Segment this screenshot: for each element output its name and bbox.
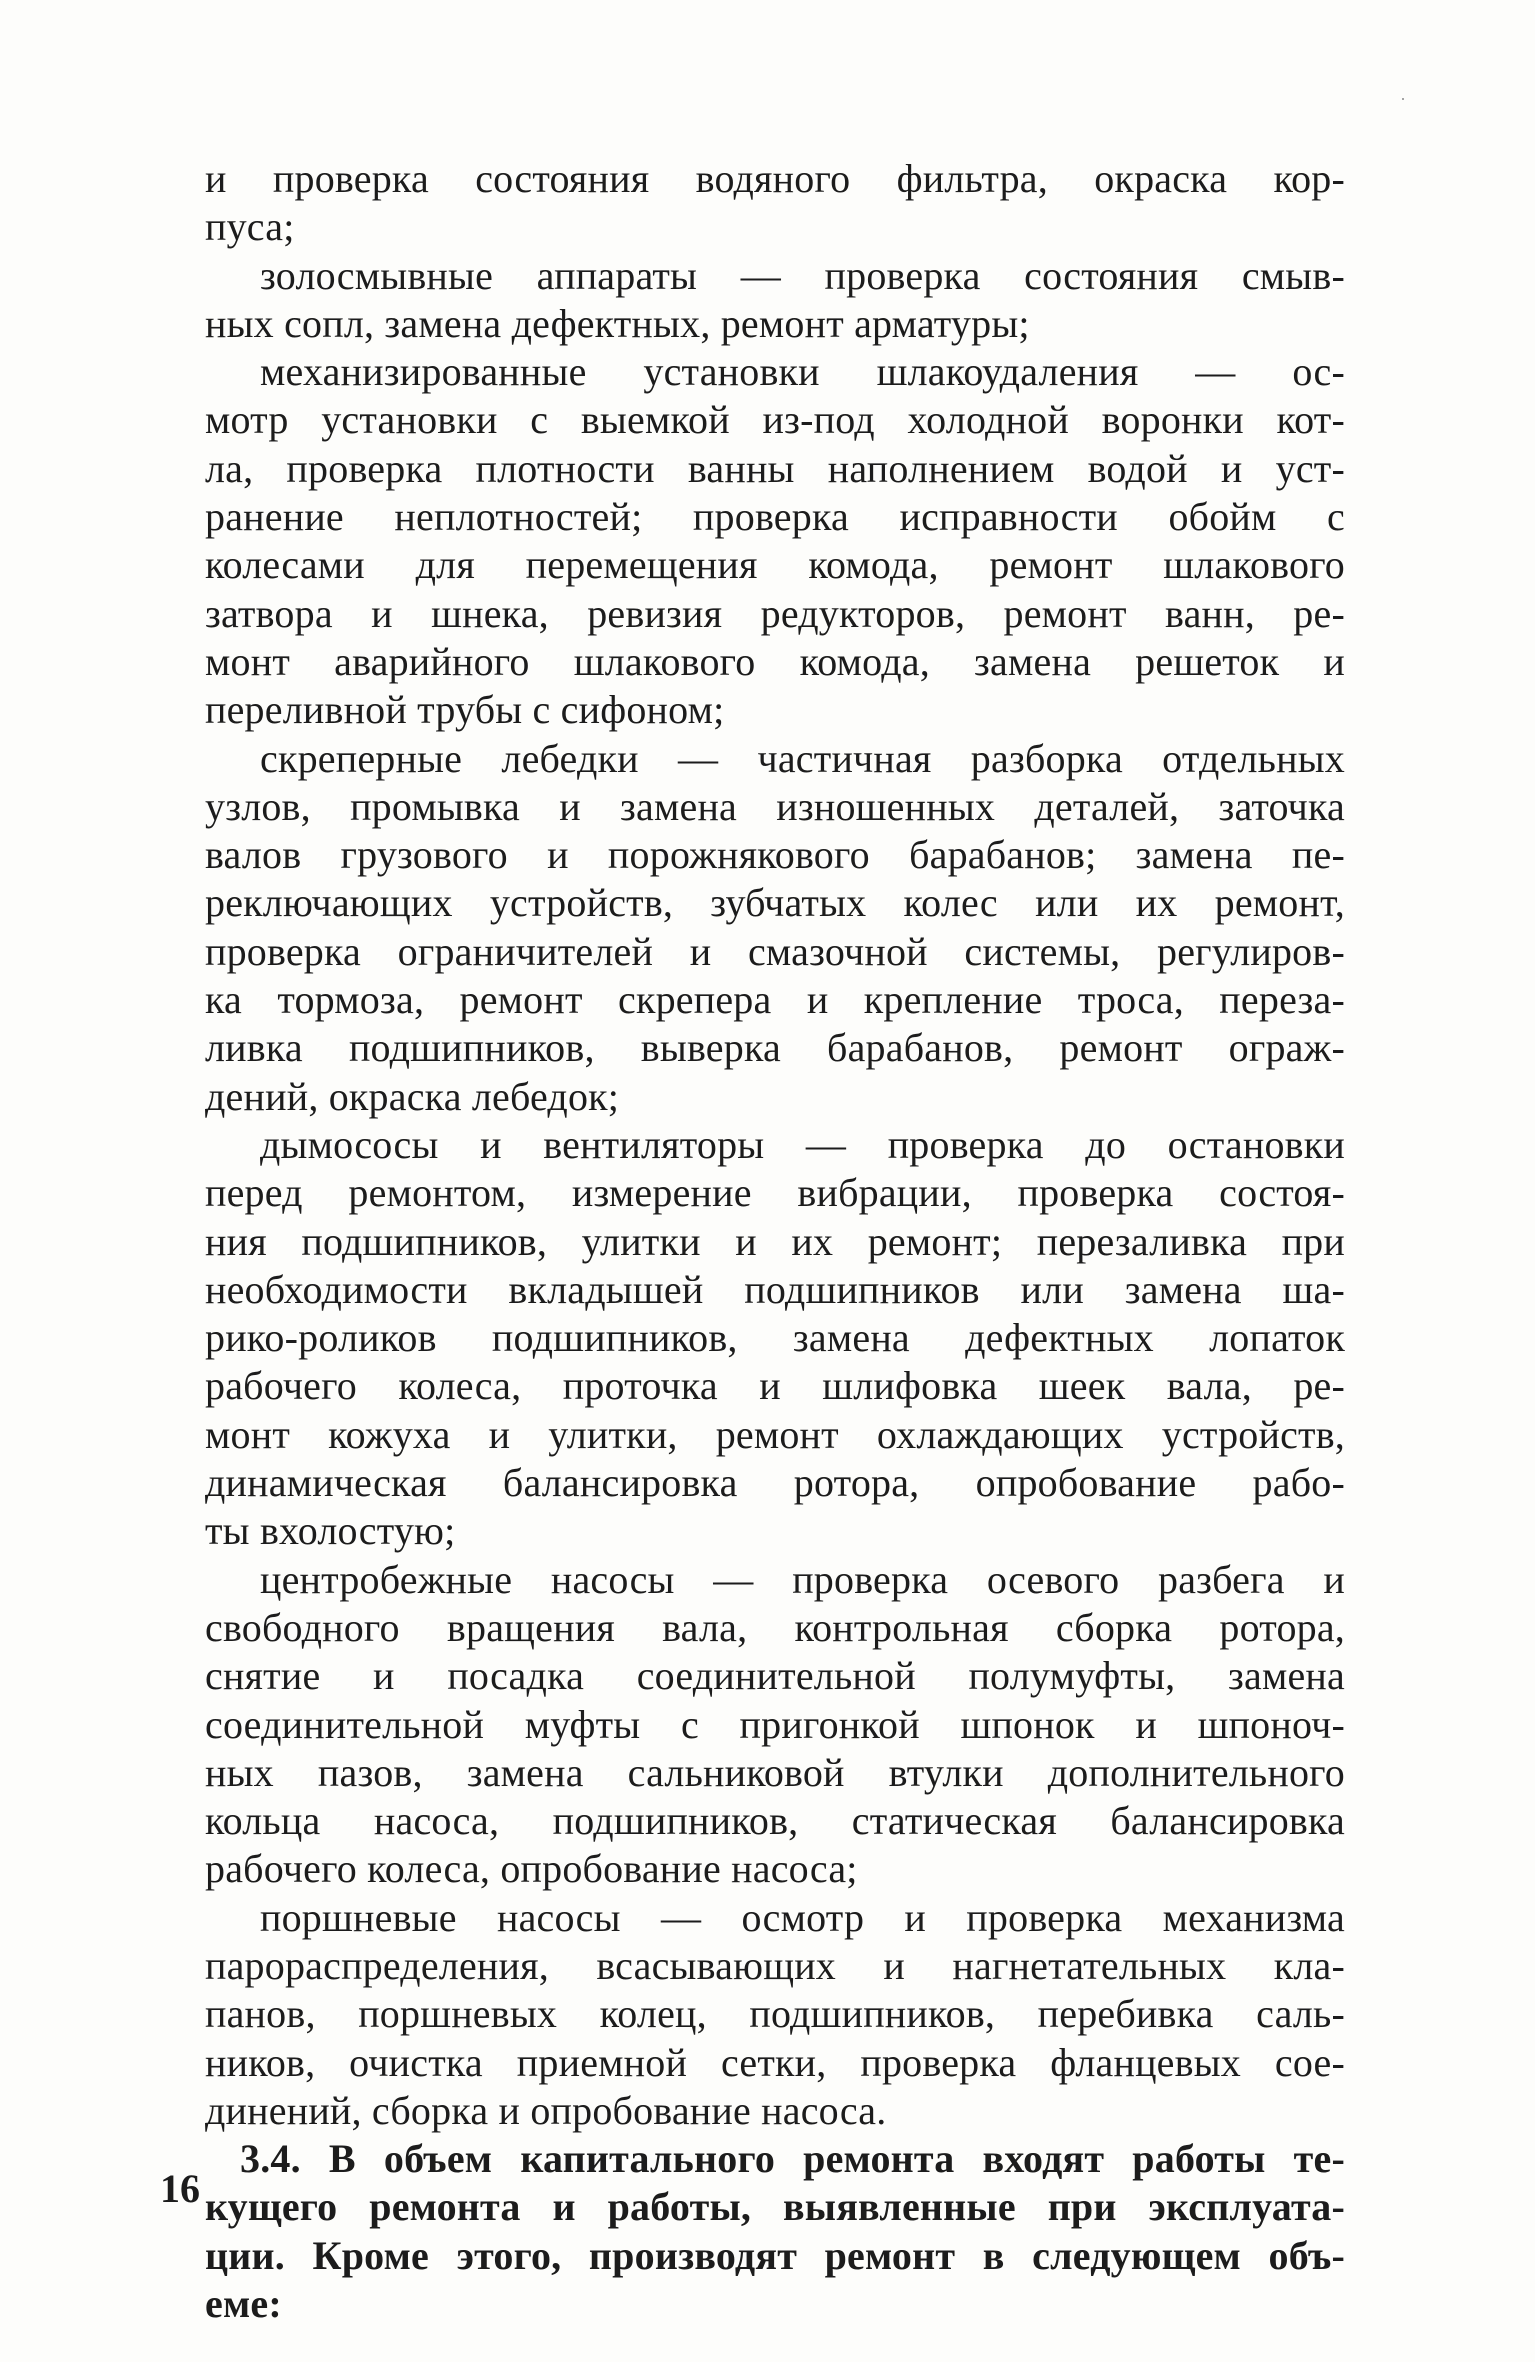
text-line: и проверка состояния водяного фильтра, окраска кор- [205,156,1345,201]
text-line: ных пазов, замена сальниковой втулки дополнительного [205,1749,1345,1795]
text-line: мотр установки с выемкой из-под холодной воронки кот- [205,397,1345,443]
text-line: динамическая балансировка ротора, опробование рабо- [205,1460,1345,1506]
scan-speck [1402,98,1404,100]
text-line: ции. Кроме этого, производят ремонт в следующем объ- [205,2232,1345,2278]
text-line: свободного вращения вала, контрольная сборка ротора, [205,1604,1345,1650]
text-line: монт кожуха и улитки, ремонт охлаждающих устройств, [205,1411,1345,1457]
text-line: колесами для перемещения комода, ремонт шлакового [205,542,1345,588]
text-line: затвора и шнека, ревизия редукторов, ремонт ванн, ре- [205,590,1345,636]
text-line: дымососы и вентиляторы — проверка до остановки [260,1121,1345,1167]
text-line: центробежные насосы — проверка осевого разбега и [260,1556,1345,1602]
text-line: механизированные установки шлакоудаления — ос- [260,349,1345,395]
text-line: кущего ремонта и работы, выявленные при эксплуата- [205,2184,1345,2230]
section-heading-line: 3.4. В объем капитального ремонта входят работы те- [240,2136,1345,2182]
text-line: кольца насоса, подшипников, статическая балансировка [205,1798,1345,1844]
text-line: реключающих устройств, зубчатых колес или их ремонт, [205,880,1345,926]
text-line: дений, окраска лебедок; [205,1073,620,1119]
text-line: скреперные лебедки — частичная разборка отдельных [260,735,1345,781]
text-line: монт аварийного шлакового комода, замена решеток и [205,638,1345,684]
text-line: соединительной муфты с пригонкой шпонок и шпоноч- [205,1701,1345,1747]
page-number: 16 [160,2166,200,2211]
text-line: динений, сборка и опробование насоса. [205,2087,887,2133]
text-line: поршневые насосы — осмотр и проверка механизма [260,1894,1345,1940]
text-line: рабочего колеса, проточка и шлифовка шеек вала, ре- [205,1363,1345,1409]
text-line: ных сопл, замена дефектных, ремонт арматуры; [205,300,1030,346]
text-line: ливка подшипников, выверка барабанов, ремонт ограж- [205,1025,1345,1071]
text-line: ка тормоза, ремонт скрепера и крепление троса, переза- [205,977,1345,1023]
text-line: рабочего колеса, опробование насоса; [205,1846,858,1892]
text-line: золосмывные аппараты — проверка состояния смыв- [260,252,1345,298]
text-line: ранение неплотностей; проверка исправности обойм с [205,494,1345,540]
text-line: еме: [205,2281,282,2327]
text-line: перед ремонтом, измерение вибрации, проверка состоя- [205,1170,1345,1216]
text-line: переливной трубы с сифоном; [205,687,725,733]
text-line: ников, очистка приемной сетки, проверка фланцевых сое- [205,2039,1345,2085]
text-line: панов, поршневых колец, подшипников, перебивка саль- [205,1991,1345,2037]
text-line: парораспределения, всасывающих и нагнетательных кла- [205,1942,1345,1988]
text-line: ния подшипников, улитки и их ремонт; перезаливка при [205,1218,1345,1264]
text-line: узлов, промывка и замена изношенных деталей, заточка [205,783,1345,829]
text-line: пуса; [205,204,295,250]
body-text [205,155,1345,2328]
text-line: проверка ограничителей и смазочной системы, регулиров- [205,928,1345,974]
text-line: ла, проверка плотности ванны наполнением водой и уст- [205,445,1345,491]
text-line: валов грузового и порожнякового барабанов; замена пе- [205,832,1345,878]
text-line: ты вхолостую; [205,1508,456,1554]
text-line: необходимости вкладышей подшипников или замена ша- [205,1266,1345,1312]
text-line: снятие и посадка соединительной полумуфты, замена [205,1653,1345,1699]
text-line: рико-роликов подшипников, замена дефектных лопаток [205,1315,1345,1361]
